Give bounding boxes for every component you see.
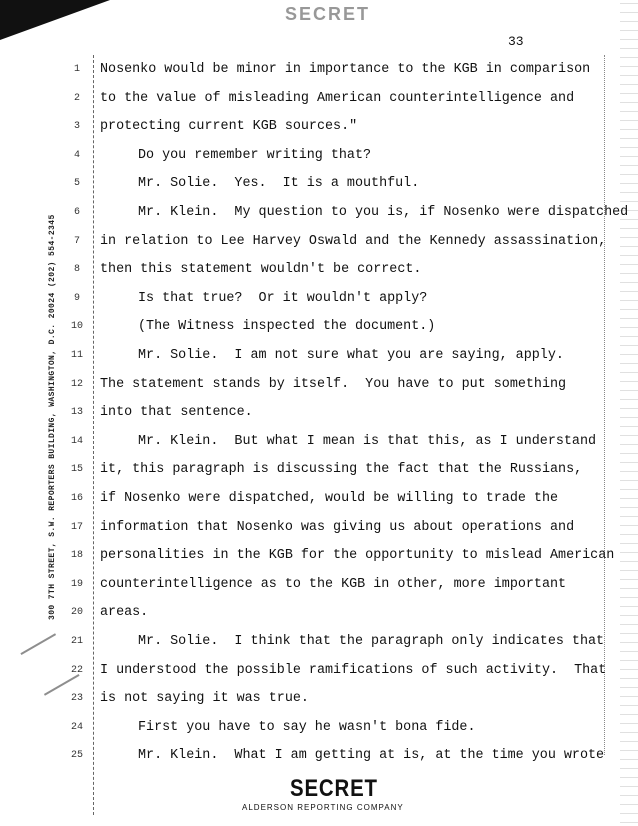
line-number: 12 xyxy=(70,378,83,390)
line-number: 11 xyxy=(70,350,83,361)
line-number: 24 xyxy=(70,721,83,733)
line-number: 17 xyxy=(70,521,83,533)
line-number: 15 xyxy=(70,464,83,476)
line-number: 1 xyxy=(73,64,80,75)
transcript-line: personalities in the KGB for the opportunity to mislead American xyxy=(100,548,615,564)
line-number: 3 xyxy=(73,121,80,133)
reporting-company: ALDERSON REPORTING COMPANY xyxy=(242,803,404,812)
line-number: 21 xyxy=(70,636,83,647)
transcript-line: (The Witness inspected the document.) xyxy=(138,319,436,335)
transcript-line: into that sentence. xyxy=(100,405,253,421)
transcript-line: to the value of misleading American counterintelligence and xyxy=(100,90,575,106)
transcript-line: Mr. Solie. I think that the paragraph only indicates that xyxy=(138,634,605,649)
transcript-line: is not saying it was true. xyxy=(100,691,309,707)
page-number: 33 xyxy=(508,34,524,49)
line-number: 2 xyxy=(73,92,80,104)
line-number: 20 xyxy=(70,607,83,619)
line-number: 16 xyxy=(70,493,83,504)
scan-edge-noise xyxy=(620,0,638,826)
line-number: 25 xyxy=(70,750,83,762)
line-number: 14 xyxy=(70,435,83,447)
line-number: 5 xyxy=(73,178,80,190)
transcript-line: Nosenko would be minor in importance to the KGB in comparison xyxy=(100,62,591,77)
transcript-line: in relation to Lee Harvey Oswald and the Kennedy assassination, xyxy=(100,233,607,249)
transcript-line: Mr. Solie. Yes. It is a mouthful. xyxy=(138,176,420,192)
line-number: 10 xyxy=(70,321,83,333)
margin-address: 300 7TH STREET, S.W. REPORTERS BUILDING, WASHINGTON, D.C. 20024 (202) 554-2345 xyxy=(48,214,57,620)
transcript-line: then this statement wouldn't be correct. xyxy=(100,262,422,278)
transcript-line: Mr. Klein. What I am getting at is, at the time you wrote xyxy=(138,748,605,764)
transcript-line: if Nosenko were dispatched, would be willing to trade the xyxy=(100,491,559,506)
transcript-line: it, this paragraph is discussing the fact that the Russians, xyxy=(100,462,583,478)
transcript-line: Do you remember writing that? xyxy=(138,147,372,163)
left-margin-rule xyxy=(93,55,95,815)
transcript-line: Mr. Solie. I am not sure what you are saying, apply. xyxy=(138,348,564,363)
line-number: 6 xyxy=(73,207,80,218)
transcript-line: Is that true? Or it wouldn't apply? xyxy=(138,290,428,306)
transcript-line: First you have to say he wasn't bona fide. xyxy=(138,719,476,735)
scan-corner-shadow xyxy=(0,0,110,40)
line-number: 18 xyxy=(70,550,83,562)
transcript-line: areas. xyxy=(100,605,149,621)
transcript-line: Mr. Klein. My question to you is, if Nosenko were dispatched xyxy=(138,205,629,220)
line-number: 4 xyxy=(73,149,80,161)
line-number: 9 xyxy=(73,292,80,304)
transcript-line: Mr. Klein. But what I mean is that this, as I understand xyxy=(138,433,597,449)
secret-stamp: SECRET xyxy=(290,775,378,802)
transcript-line: The statement stands by itself. You have to put something xyxy=(100,376,567,392)
line-number: 8 xyxy=(73,264,80,276)
line-number: 22 xyxy=(70,664,83,676)
transcript-line: counterintelligence as to the KGB in other, more important xyxy=(100,576,567,592)
line-number: 13 xyxy=(70,407,83,419)
right-margin-rule xyxy=(604,55,606,755)
line-number: 7 xyxy=(73,235,80,247)
header-classification: SECRET xyxy=(285,4,371,24)
transcript-line: protecting current KGB sources." xyxy=(100,119,358,135)
line-number: 23 xyxy=(70,693,83,705)
line-number: 19 xyxy=(70,578,83,590)
transcript-line: I understood the possible ramifications of such activity. That xyxy=(100,662,607,678)
transcript-line: information that Nosenko was giving us about operations and xyxy=(100,519,575,535)
